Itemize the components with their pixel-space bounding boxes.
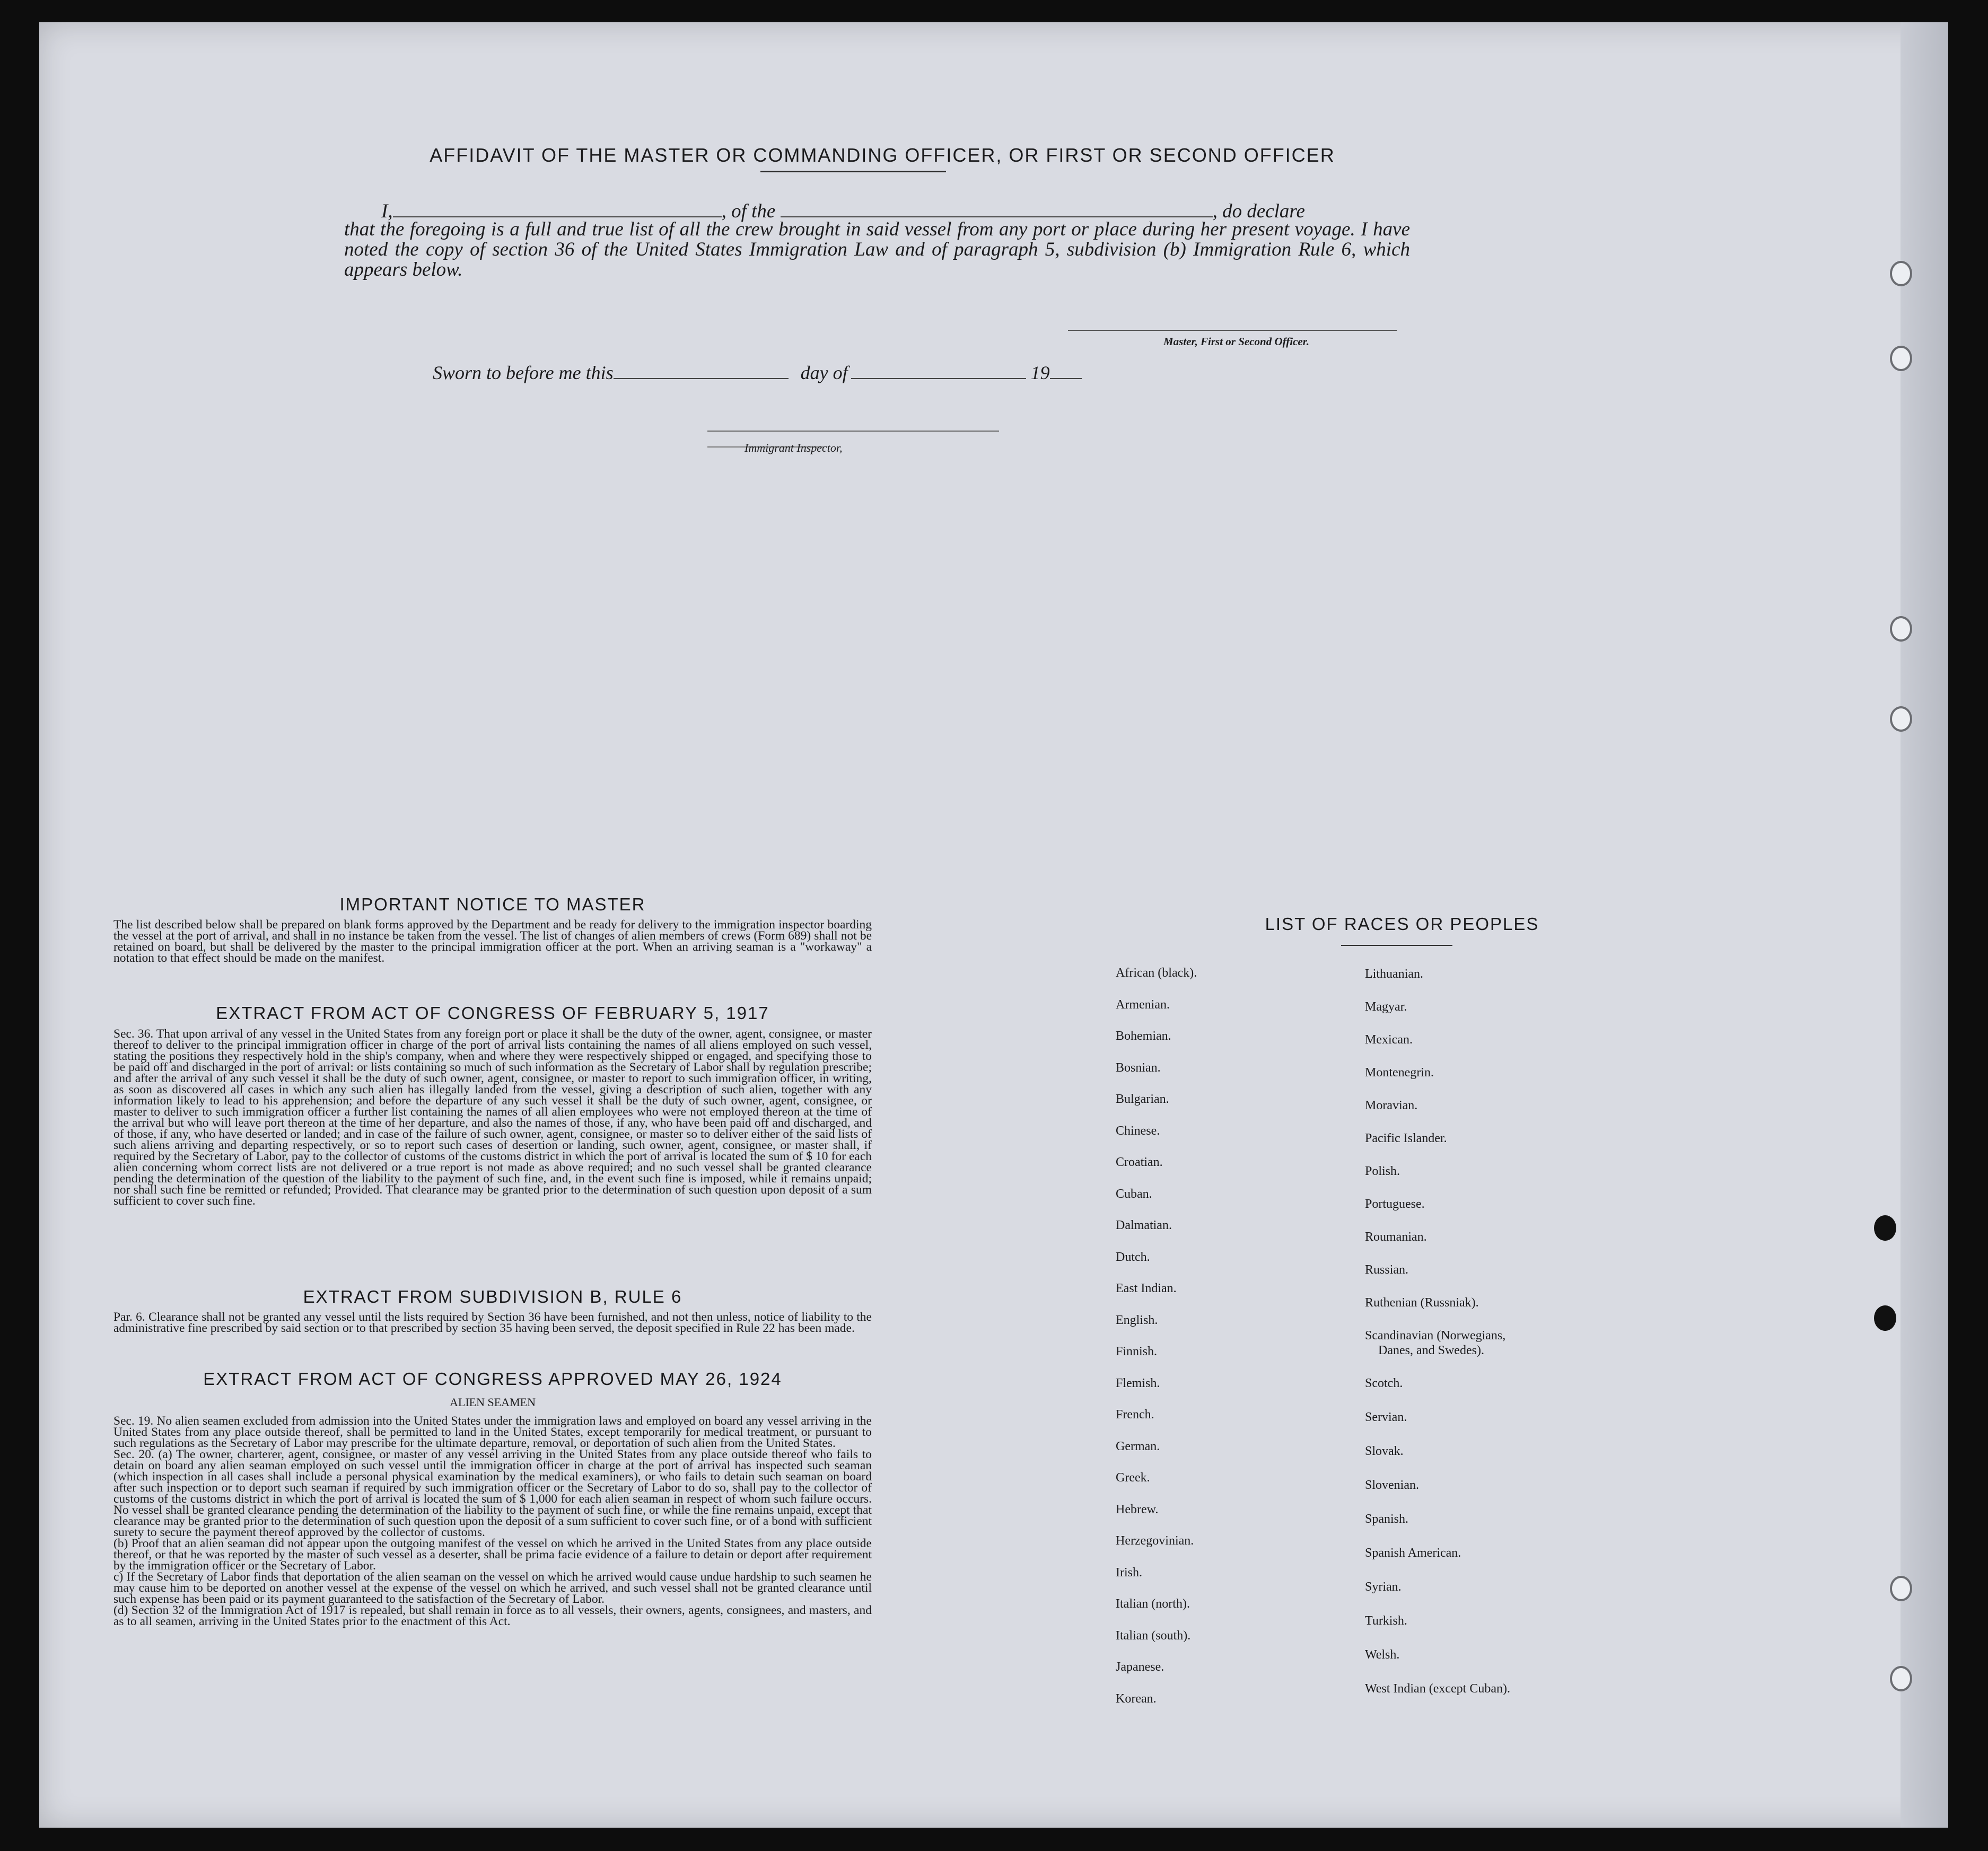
notice-title: IMPORTANT NOTICE TO MASTER	[339, 894, 646, 914]
race-item: Cuban.	[1116, 1187, 1152, 1201]
race-item: Chinese.	[1116, 1124, 1160, 1138]
of-the-text: , of the	[721, 200, 776, 222]
signature-line[interactable]	[1068, 330, 1397, 331]
name-blank[interactable]	[393, 216, 722, 217]
rule6-body: Par. 6. Clearance shall not be granted any vessel until the lists required by Section 36 have been furnished, and not then unless, notice of liability to the administrative fine prescribed by said section or to that prescribed by section 35 having been served, the deposit specified in Rule 22 has been made.	[113, 1310, 872, 1335]
binder-hole	[1890, 706, 1912, 732]
alien-seamen-subtitle: ALIEN SEAMEN	[450, 1396, 536, 1409]
sec-20b-paragraph: (b) Proof that an alien seaman did not appear upon the outgoing manifest of the vessel on which he arrived in the United States from any place outside thereof, or that he was reported by the master of such vessel as a deserter, shall be prima facie evidence of a failure to detain or deport after requirement by the immigration officer or the Secretary of Labor.	[113, 1537, 872, 1573]
sworn-prefix: Sworn to before me this	[433, 362, 614, 383]
race-item: French.	[1116, 1408, 1154, 1422]
extract-1924-body	[113, 1416, 872, 1627]
binder-hole	[1890, 616, 1912, 642]
race-item: Italian (south).	[1116, 1629, 1191, 1643]
race-item: Magyar.	[1365, 1000, 1407, 1014]
race-item: Croatian.	[1116, 1155, 1163, 1169]
sworn-year-blank[interactable]	[1050, 378, 1082, 379]
race-item: Armenian.	[1116, 998, 1170, 1012]
affidavit-body: that the foregoing is a full and true list of all the crew brought in said vessel from any port or place during her present voyage. I have noted the copy of section 36 of the United States Immigration Law and of paragraph 5, subdivision (b) Immigration Rule 6, which appears below.	[344, 218, 1410, 280]
race-item: Turkish.	[1365, 1614, 1407, 1628]
race-item: German.	[1116, 1440, 1160, 1453]
inspector-signature-line[interactable]	[707, 431, 999, 432]
document-page	[39, 22, 1948, 1828]
punch-mark	[1874, 1305, 1896, 1331]
race-item: African (black).	[1116, 966, 1197, 980]
sworn-line	[433, 362, 1082, 384]
race-item: Italian (north).	[1116, 1597, 1190, 1611]
race-item: Portuguese.	[1365, 1197, 1425, 1211]
extract-1917-title: EXTRACT FROM ACT OF CONGRESS OF FEBRUARY 5, 1917	[216, 1003, 769, 1023]
sec-19-paragraph: Sec. 19. No alien seamen excluded from admission into the United States under the immigration laws and employed on board any vessel arriving in the United States from any place outside thereof, shall be permitted to land in the United States, except temporarily for medical treatment, or pursuant to such regulations as the Secretary of Labor may prescribe for the ultimate departure, removal, or deportation of such alien from the United States.	[113, 1414, 872, 1450]
race-item: Flemish.	[1116, 1376, 1160, 1390]
race-item: Dutch.	[1116, 1250, 1150, 1264]
race-item: Bulgarian.	[1116, 1092, 1169, 1106]
races-title-rule	[1341, 945, 1452, 946]
sec-20a-paragraph: Sec. 20. (a) The owner, charterer, agent, consignee, or master of any vessel arriving in the United States from any place outside thereof who fails to detain on board any alien seaman employed on such vessel until the immigration officer in charge at the port of arrival has inspected such seaman (which inspection in all cases shall include a personal physical examination by the medical examiners), or who fails to detain such seaman on board after such inspection or to deport such seaman if required by such immigration officer or the Secretary of Labor to do so, shall pay to the collector of customs of the customs district in which the port of arrival is located the sum of $ 1,000 for each alien seaman in respect of whom such failure occurs. No vessel shall be granted clearance pending the determination of the liability to the payment of such fine, or while the fine remains unpaid, except that clearance may be granted prior to the determination of such question upon the deposit of a sum sufficient to cover such fine, or of a bond with sufficient surety to secure the payment thereof approved by the collector of customs.	[113, 1448, 872, 1539]
race-item: Roumanian.	[1365, 1230, 1427, 1244]
binder-hole	[1890, 261, 1912, 286]
notice-body: The list described below shall be prepared on blank forms approved by the Department and be ready for delivery to the immigration inspector boarding the vessel at the port of arrival, and shall in no instance be taken from the vessel. The list of changes of alien members of crews (Form 689) shall not be retained on board, but shall be delivered by the master to the principal immigration officer at the port. When an arriving seaman is a "workaway" a notation to that effect should be made on the manifest.	[113, 918, 872, 965]
race-item: Pacific Islander.	[1365, 1131, 1447, 1145]
extract-1924-title: EXTRACT FROM ACT OF CONGRESS APPROVED MAY 26, 1924	[203, 1369, 782, 1389]
inspector-label: Immigrant Inspector,	[745, 441, 843, 454]
affidavit-title: AFFIDAVIT OF THE MASTER OR COMMANDING OFFICER, OR FIRST OR SECOND OFFICER	[430, 144, 1335, 166]
race-item: Spanish American.	[1365, 1546, 1461, 1560]
binder-hole	[1890, 1666, 1912, 1691]
race-item: Bosnian.	[1116, 1061, 1161, 1075]
race-item: Slovenian.	[1365, 1478, 1419, 1492]
rule6-title: EXTRACT FROM SUBDIVISION B, RULE 6	[303, 1287, 682, 1306]
sworn-day-text: day of	[800, 362, 848, 383]
race-item: Ruthenian (Russniak).	[1365, 1296, 1479, 1310]
race-item: Slovak.	[1365, 1444, 1404, 1458]
sworn-day-blank[interactable]	[614, 378, 789, 379]
races-title: LIST OF RACES OR PEOPLES	[1265, 914, 1539, 934]
binder-hole	[1890, 1576, 1912, 1601]
declarant-prefix: I,	[381, 200, 393, 222]
binder-hole	[1890, 346, 1912, 371]
race-item: Spanish.	[1365, 1512, 1409, 1526]
race-item: Moravian.	[1365, 1099, 1418, 1112]
sworn-year-text: 19	[1030, 362, 1050, 383]
race-item: Scotch.	[1365, 1376, 1403, 1390]
races-column-1	[1116, 966, 1338, 1740]
race-item: Bohemian.	[1116, 1029, 1171, 1043]
races-column-2	[1365, 967, 1683, 1741]
sec-20d-paragraph: (d) Section 32 of the Immigration Act of 1917 is repealed, but shall remain in force as to all vessels, their owners, agents, consignees, and masters, and as to all seamen, arriving in the United States prior to the enactment of this Act.	[113, 1603, 872, 1628]
sworn-month-blank[interactable]	[851, 378, 1026, 379]
signature-label: Master, First or Second Officer.	[1163, 335, 1309, 348]
do-declare-text: , do declare	[1212, 200, 1305, 222]
race-item: Mexican.	[1365, 1033, 1413, 1047]
race-item: English.	[1116, 1313, 1158, 1327]
race-item: Finnish.	[1116, 1345, 1158, 1358]
extract-1917-body: Sec. 36. That upon arrival of any vessel in the United States from any foreign port or place it shall be the duty of the owner, agent, consignee, or master thereof to deliver to the principal immigration officer in charge of the port of arrival lists containing the names of all aliens employed on such vessel, stating the positions they respectively hold in the ship's company, when and where they were respectively shipped or engaged, and specifying those to be paid off and discharged in the port of arrival: or lists containing so much of such information as the Secretary of Labor shall by regulation prescribe; and after the arrival of any such vessel it shall be the duty of such owner, agent, consignee, or master to report to such immigration officer, in writing, as soon as discovered all cases in which any such alien has illegally landed from the vessel, giving a description of such alien, together with any information likely to lead to his apprehension; and before the departure of any such vessel it shall be the duty of such owner, agent, consignee, or master to deliver to such immigration officer a further list containing the names of all alien employees who were not employed thereon at the time of the arrival but who will leave port thereon at the time of her departure, and also the names of those, if any, who have been paid off and discharged, and of those, if any, who have deserted or landed; and in case of the failure of such owner, agent, consignee, or master so to deliver either of the said lists of such aliens arriving and departing respectively, or so to report such cases of desertion or landing, such owner, agent, consignee, or master shall, if required by the Secretary of Labor, pay to the collector of customs of the customs district in which the port of arrival is located the sum of $ 10 for each alien concerning whom correct lists are not delivered or a true report is not made as above required; and no such vessel shall be granted clearance pending the determination of the question of the liability to the payment of such fine, and, in the event such fine is imposed, while it remains unpaid; nor shall such fine be remitted or refunded; Provided. That clearance may be granted prior to the determination of such question upon deposit of a sum sufficient to cover such fine.	[113, 1027, 872, 1208]
race-item: Montenegrin.	[1365, 1066, 1434, 1080]
race-item: Herzegovinian.	[1116, 1534, 1194, 1548]
race-item: Hebrew.	[1116, 1503, 1159, 1516]
race-item: Syrian.	[1365, 1580, 1402, 1594]
vessel-blank[interactable]	[781, 216, 1213, 217]
race-item: Lithuanian.	[1365, 967, 1423, 981]
paper-edge	[1901, 22, 1948, 1828]
race-item: Dalmatian.	[1116, 1218, 1172, 1232]
race-item: East Indian.	[1116, 1282, 1177, 1295]
race-item: Scandinavian (Norwegians,	[1365, 1329, 1506, 1343]
race-item: West Indian (except Cuban).	[1365, 1682, 1510, 1696]
race-item: Danes, and Swedes).	[1378, 1344, 1484, 1357]
race-item: Greek.	[1116, 1471, 1150, 1485]
title-rule	[760, 171, 946, 172]
race-item: Polish.	[1365, 1164, 1400, 1178]
race-item: Welsh.	[1365, 1648, 1400, 1662]
race-item: Russian.	[1365, 1263, 1409, 1277]
punch-mark	[1874, 1215, 1896, 1241]
race-item: Irish.	[1116, 1566, 1142, 1580]
race-item: Japanese.	[1116, 1660, 1164, 1674]
race-item: Korean.	[1116, 1692, 1157, 1706]
sec-20c-paragraph: c) If the Secretary of Labor finds that deportation of the alien seaman on the vessel on which he arrived would cause undue hardship to such seamen he may cause him to be deported on another vessel at the expense of the vessel on which he arrived, and such vessel shall not be granted clearance until such expense has been paid or its payment guaranteed to the satisfaction of the Secretary of Labor.	[113, 1570, 872, 1606]
race-item: Servian.	[1365, 1410, 1407, 1424]
